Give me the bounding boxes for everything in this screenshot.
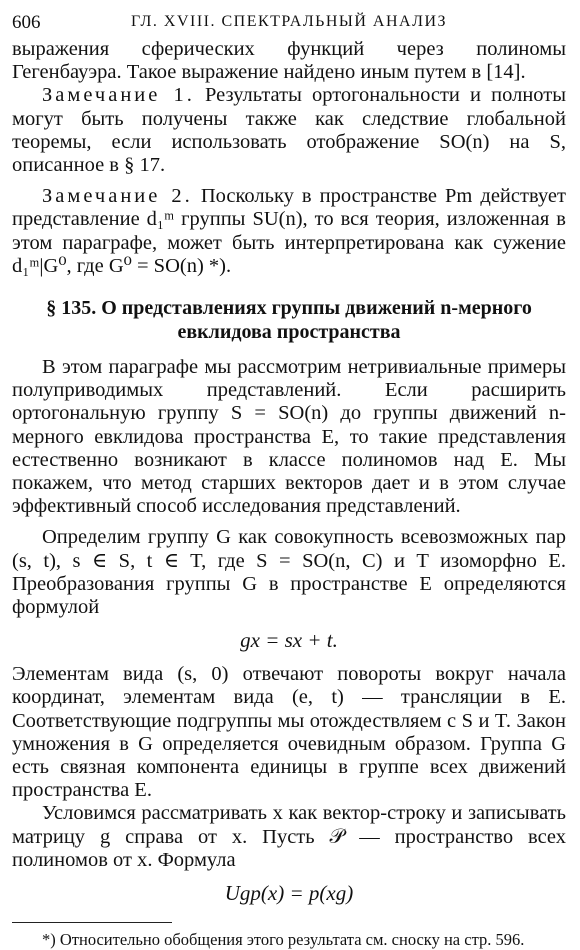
footnote: *) Относительно обобщения этого результата см. сноску на стр. 596. xyxy=(42,930,525,950)
formula-group-action: gx = sx + t. xyxy=(240,628,338,653)
paragraph-convention: Условимся рассматривать x как вектор-строку и записывать матрицу g справа от x. Пусть 𝒫 — пространство всех полиномов от x. Формула xyxy=(12,802,566,871)
remark-1 xyxy=(12,84,566,177)
running-head xyxy=(12,8,566,38)
remark-2 xyxy=(12,185,566,278)
section-heading-line-2: евклидова пространства xyxy=(177,321,401,344)
section-heading xyxy=(12,296,566,344)
spacer xyxy=(12,518,566,526)
spacer xyxy=(12,177,566,185)
page-number: 606 xyxy=(12,12,41,33)
footnote-rule xyxy=(12,922,172,923)
remark-2-label: Замечание 2. xyxy=(42,185,193,208)
remark-1-label: Замечание 1. xyxy=(42,84,195,107)
section-heading-line-1: § 135. О представлениях группы движений n-мерного xyxy=(46,297,532,320)
paragraph-continued: выражения сферических функций через полиномы Гегенбауэра. Такое выражение найдено иным путем в [14]. xyxy=(12,38,566,84)
formula-representation: Ugp(x) = p(xg) xyxy=(224,881,354,906)
paragraph-intro: В этом параграфе мы рассмотрим нетривиальные примеры полуприводимых представлений. Если расширить ортогональную группу S = SO(n) до группы движений n-мерного евклидова пространства E, то такие представления естественно возникают в классе полиномов над E. Мы покажем, что метод старших векторов дает и в этом случае эффективный способ исследования представлений. xyxy=(12,356,566,518)
paragraph-definition: Определим группу G как совокупность всевозможных пар (s, t), s ∈ S, t ∈ T, где S = SO(n, C) и T изоморфно E. Преобразования группы G в пространстве E определяются формулой xyxy=(12,526,566,619)
paragraph-subgroups: Элементам вида (s, 0) отвечают повороты вокруг начала координат, элементам вида (e, t) — трансляции в E. Соответствующие подгруппы мы отождествляем с S и T. Закон умножения в G определяется очевидным образом. Группа G есть связная компонента единицы в группе всех движений пространства E. xyxy=(12,663,566,802)
remark-1-text: Результаты ортогональности и полноты могут быть получены также как следствие глобальной теоремы, если использовать отображение SO(n) на S, описанное в § 17. xyxy=(12,84,566,177)
remark-2-text: Поскольку в пространстве Pm действует представление d₁ᵐ группы SU(n), то вся теория, изложенная в этом параграфе, может быть интерпретирована как сужение d₁ᵐ|G⁰, где G⁰ = SO(n) *). xyxy=(12,185,566,277)
running-title: ГЛ. XVIII. СПЕКТРАЛЬНЫЙ АНАЛИЗ xyxy=(130,13,448,30)
